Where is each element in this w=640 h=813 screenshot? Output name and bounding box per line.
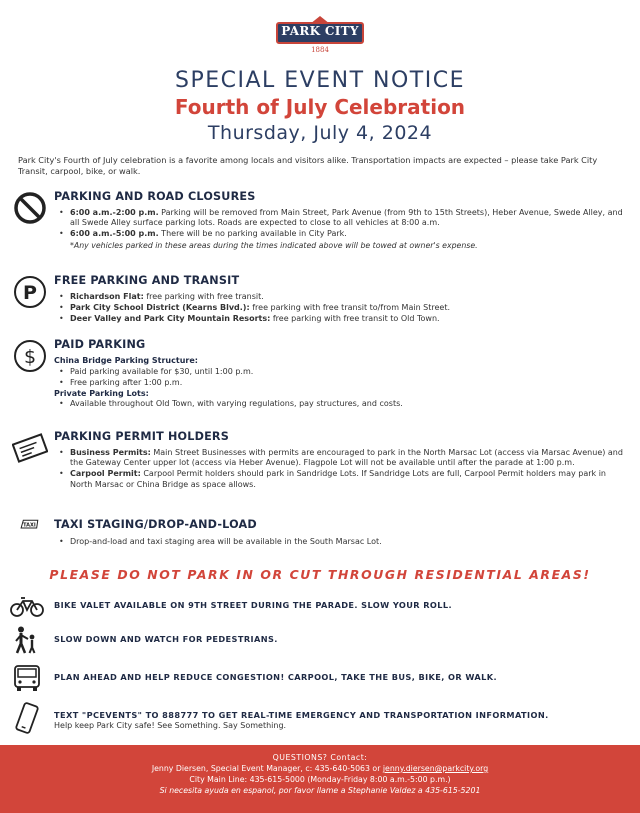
tip-bike-valet (10, 592, 626, 620)
section-taxi (12, 518, 626, 554)
dollar-icon (12, 338, 48, 374)
tip-text-alerts (10, 702, 626, 734)
closures-title: PARKING AND ROAD CLOSURES (54, 190, 256, 203)
list-item: • Park City School District (Kearns Blvd.): free parking with free transit to/from Main Street. (54, 303, 624, 313)
bus-icon (10, 664, 44, 692)
no-entry-icon (12, 190, 48, 226)
list-item: • Business Permits: Main Street Businesses with permits are encouraged to park in the North Marsac Lot (access via Marsac Avenue) and the Gateway Center upper lot (access via Heber Avenue). Flagpole Lot will not be available until after the parade at 1:00 p.m. (54, 448, 624, 468)
taxi-icon (12, 518, 48, 538)
contact-footer (0, 745, 640, 813)
list-item: • Deer Valley and Park City Mountain Resorts: free parking with free transit to Old Town. (54, 314, 624, 324)
list-item: • Carpool Permit: Carpool Permit holders should park in Sandridge Lots. If Sandridge Lots are full, Carpool Permit holders may park in North Marsac or China Bridge as space allows. (54, 469, 624, 489)
svg-text:$: $ (23, 346, 37, 368)
list-item: • 6:00 a.m.-2:00 p.m. Parking will be removed from Main Street, Park Avenue (from 9th to 15th Streets), Heber Avenue, Swede Alley, and all Swede Alley surface parking lots. Roads are expected to close to all vehicles at 8:00 a.m. (54, 208, 624, 228)
footer-spanish-help: Si necesita ayuda en espanol, por favor llame a Stephanie Valdez a 435-615-5201 (159, 786, 481, 795)
event-date: Thursday, July 4, 2024 (207, 122, 433, 144)
phone-icon (10, 702, 44, 734)
list-item: • 6:00 a.m.-5:00 p.m. There will be no parking available in City Park. (54, 229, 624, 239)
footer-questions: QUESTIONS? Contact: (272, 753, 368, 762)
private-lots-heading: Private Parking Lots: (54, 388, 149, 398)
china-bridge-heading: China Bridge Parking Structure: (54, 356, 198, 365)
taxi-title: TAXI STAGING/DROP-AND-LOAD (54, 518, 257, 531)
event-name: Fourth of July Celebration (174, 95, 466, 119)
notice-title: SPECIAL EVENT NOTICE (175, 68, 465, 93)
parking-icon (12, 274, 48, 310)
list-item: • Free parking after 1:00 p.m. (54, 378, 624, 388)
tip-text: BIKE VALET AVAILABLE ON 9TH STREET DURING THE PARADE. SLOW YOUR ROLL. (54, 600, 453, 610)
paid-parking-title: PAID PARKING (54, 338, 146, 351)
logo-year: 1884 (311, 46, 329, 54)
logo-name: PARK CITY (281, 24, 359, 38)
permit-holders-title: PARKING PERMIT HOLDERS (54, 430, 229, 443)
tow-note: *Any vehicles parked in these areas during the times indicated above will be towed at owner's expense. (70, 240, 478, 250)
footer-main-line: City Main Line: 435-615-5000 (Monday-Friday 8:00 a.m.-5:00 p.m.) (189, 775, 451, 784)
permit-ticket-icon (12, 430, 48, 466)
list-item: • Richardson Flat: free parking with free transit. (54, 292, 624, 302)
tip-text: TEXT "PCEVENTS" TO 888777 TO GET REAL-TIME EMERGENCY AND TRANSPORTATION INFORMATION. (54, 710, 549, 720)
bicycle-icon (10, 592, 44, 620)
section-free-parking (12, 274, 626, 328)
list-item: • Drop-and-load and taxi staging area will be available in the South Marsac Lot. (54, 537, 624, 547)
free-parking-title: FREE PARKING AND TRANSIT (54, 274, 240, 287)
section-closures (12, 190, 626, 268)
tip-text: PLAN AHEAD AND HELP REDUCE CONGESTION! CARPOOL, TAKE THE BUS, BIKE, OR WALK. (54, 672, 498, 682)
svg-text:TAXI: TAXI (23, 522, 36, 529)
section-permit-holders (12, 430, 626, 508)
list-item: • Available throughout Old Town, with varying regulations, pay structures, and costs. (54, 399, 624, 409)
footer-contact: Jenny Diersen, Special Event Manager, c: 435-640-5063 or jenny.diersen@parkcity.org (151, 764, 489, 773)
tip-carpool (10, 664, 626, 692)
email-link[interactable]: jenny.diersen@parkcity.org (382, 764, 489, 773)
park-city-logo (276, 14, 364, 56)
list-item: • Paid parking available for $30, until 1:00 p.m. (54, 367, 624, 377)
section-paid-parking (12, 338, 626, 418)
intro-text: Park City's Fourth of July celebration is a favorite among locals and visitors alike. Transportation impacts are expected – please take Park City Transit, carpool, bike, or walk. (18, 155, 598, 176)
tip-subtext: Help keep Park City safe! See Something. Say Something. (54, 721, 287, 730)
tip-pedestrians (10, 626, 626, 654)
residential-warning: PLEASE DO NOT PARK IN OR CUT THROUGH RESIDENTIAL AREAS! (49, 567, 591, 582)
svg-text:P: P (23, 282, 37, 304)
pedestrians-icon (10, 626, 44, 654)
tip-text: SLOW DOWN AND WATCH FOR PEDESTRIANS. (54, 634, 278, 644)
